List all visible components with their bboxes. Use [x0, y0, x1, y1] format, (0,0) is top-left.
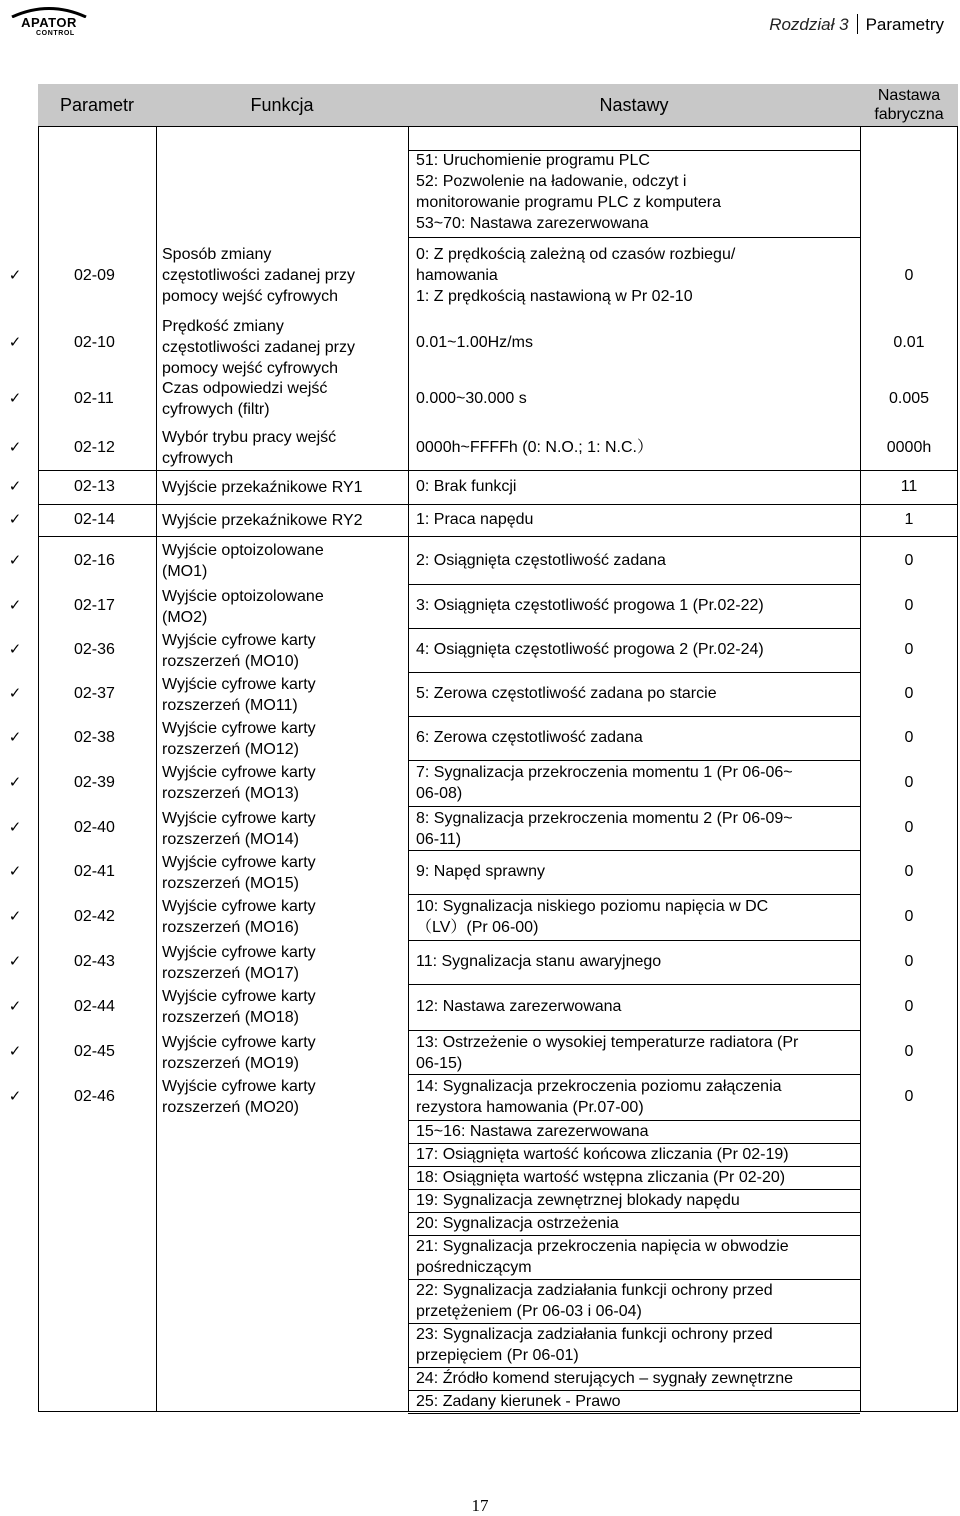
setting-option-line: 51: Uruchomienie programu PLC	[416, 152, 650, 169]
setting-line: 5: Zerowa częstotliwość zadana po starcie	[416, 685, 717, 702]
param-code: 02-14	[74, 511, 115, 528]
function-line: rozszerzeń (MO13)	[162, 785, 299, 802]
setting-line: 1: Z prędkością nastawioną w Pr 02-10	[416, 288, 693, 305]
edit-mark-icon: ✓	[8, 1043, 22, 1060]
function-line: rozszerzeń (MO11)	[162, 697, 298, 714]
setting-line: hamowania	[416, 267, 498, 284]
edit-mark-icon: ✓	[8, 819, 22, 836]
default-value: 0	[904, 908, 914, 925]
param-code: 02-09	[74, 266, 115, 284]
setting-line: 6: Zerowa częstotliwość zadana	[416, 729, 643, 746]
default-value: 0	[904, 266, 914, 284]
function-line: Wyjście cyfrowe karty	[162, 898, 316, 915]
setting-line: 06-08)	[416, 785, 463, 802]
param-code: 02-46	[74, 1088, 115, 1105]
grid-vline	[156, 126, 157, 1412]
edit-mark-icon: ✓	[8, 729, 22, 746]
setting-line: （LV）(Pr 06-00)	[416, 919, 539, 936]
extra-option-line: 21: Sygnalizacja przekroczenia napięcia w obwodzie	[416, 1238, 789, 1255]
grid-hline	[38, 470, 958, 471]
page-number: 17	[471, 1496, 489, 1515]
extra-option-line: przetężeniem (Pr 06-03 i 06-04)	[416, 1303, 642, 1320]
function-line: Wyjście cyfrowe karty	[162, 632, 316, 649]
setting-line: 13: Ostrzeżenie o wysokiej temperaturze radiatora (Pr	[416, 1034, 799, 1051]
setting-line: 8: Sygnalizacja przekroczenia momentu 2 (Pr 06-09~	[416, 810, 793, 827]
param-code: 02-13	[74, 478, 115, 495]
grid-hline	[408, 850, 860, 851]
extra-option-line: 17: Osiągnięta wartość końcowa zliczania (Pr 02-19)	[416, 1146, 789, 1163]
edit-mark-icon: ✓	[8, 998, 22, 1015]
default-value: 0000h	[886, 439, 932, 456]
extra-option-line: 24: Źródło komend sterujących – sygnały zewnętrzne	[416, 1370, 794, 1387]
function-line: rozszerzeń (MO12)	[162, 741, 299, 758]
extra-option-line: 15~16: Nastawa zarezerwowana	[416, 1123, 649, 1140]
grid-hline	[408, 672, 860, 673]
default-value: 0	[904, 597, 914, 614]
param-code: 02-38	[74, 729, 115, 746]
param-code: 02-12	[74, 439, 115, 456]
function-line: rozszerzeń (MO17)	[162, 965, 299, 982]
edit-mark-icon: ✓	[8, 334, 22, 351]
chapter-divider	[857, 14, 858, 34]
function-line: Wyjście cyfrowe karty	[162, 676, 316, 693]
param-code: 02-10	[74, 334, 115, 351]
param-code: 02-45	[74, 1043, 115, 1060]
header-nastawa-line2: fabryczna	[874, 106, 944, 123]
function-line: rozszerzeń (MO18)	[162, 1009, 299, 1026]
header-parametr: Parametr	[59, 94, 135, 115]
default-value: 0	[904, 774, 914, 791]
param-code: 02-37	[74, 685, 115, 702]
setting-line: 06-15)	[416, 1055, 463, 1072]
logo-sub: CONTROL	[36, 30, 75, 37]
setting-line: 0.000~30.000 s	[416, 390, 527, 407]
default-value: 0	[904, 819, 914, 836]
edit-mark-icon: ✓	[8, 478, 22, 495]
edit-mark-icon: ✓	[8, 774, 22, 791]
edit-mark-icon: ✓	[8, 552, 22, 569]
function-line: Wyjście cyfrowe karty	[162, 944, 316, 961]
logo-name: APATOR	[21, 15, 77, 30]
edit-mark-icon: ✓	[8, 511, 22, 528]
grid-hline	[38, 504, 958, 505]
grid-hline	[38, 536, 958, 537]
setting-line: 12: Nastawa zarezerwowana	[416, 998, 622, 1015]
param-code: 02-42	[74, 908, 115, 925]
grid-hline	[408, 1413, 860, 1414]
default-value: 0	[904, 729, 914, 746]
function-line: pomocy wejść cyfrowych	[162, 360, 339, 377]
function-line: Wyjście cyfrowe karty	[162, 988, 316, 1005]
extra-option-line: 20: Sygnalizacja ostrzeżenia	[416, 1215, 619, 1232]
extra-option-line: pośredniczącym	[416, 1259, 532, 1276]
function-line: (MO2)	[162, 609, 208, 626]
default-value: 0	[904, 1088, 914, 1105]
function-line: Wyjście optoizolowane	[162, 588, 324, 605]
extra-option-line: 22: Sygnalizacja zadziałania funkcji ochrony przed	[416, 1282, 773, 1299]
edit-mark-icon: ✓	[8, 390, 22, 407]
edit-mark-icon: ✓	[8, 266, 22, 284]
param-code: 02-40	[74, 819, 115, 836]
function-line: Wyjście przekaźnikowe RY1	[162, 479, 363, 496]
grid-hline	[408, 628, 860, 629]
function-line: rozszerzeń (MO20)	[162, 1099, 299, 1116]
setting-line: 2: Osiągnięta częstotliwość zadana	[416, 552, 666, 569]
grid-vline	[408, 126, 409, 1412]
grid-hline	[408, 806, 860, 807]
default-value: 0.01	[893, 334, 925, 351]
setting-line: 3: Osiągnięta częstotliwość progowa 1 (Pr.02-22)	[416, 597, 764, 614]
header-nastawa-line1: Nastawa	[877, 87, 941, 104]
setting-line: 10: Sygnalizacja niskiego poziomu napięcia w DC	[416, 898, 769, 915]
setting-line: rezystora hamowania (Pr.07-00)	[416, 1099, 644, 1116]
header-nastawa-fabryczna	[860, 84, 958, 126]
function-line: rozszerzeń (MO10)	[162, 653, 299, 670]
setting-line: 7: Sygnalizacja przekroczenia momentu 1 (Pr 06-06~	[416, 764, 793, 781]
edit-mark-icon: ✓	[8, 863, 22, 880]
chapter-title: Parametry	[865, 15, 944, 34]
extra-option-line: 25: Zadany kierunek - Prawo	[416, 1393, 621, 1410]
grid-hline	[408, 940, 860, 941]
param-code: 02-16	[74, 552, 115, 569]
setting-line: 1: Praca napędu	[416, 511, 534, 528]
param-code: 02-39	[74, 774, 115, 791]
function-line: (MO1)	[162, 563, 208, 580]
function-line: częstotliwości zadanej przy	[162, 267, 355, 284]
header-funkcja: Funkcja	[250, 94, 314, 115]
function-line: Wyjście cyfrowe karty	[162, 1078, 316, 1095]
parameter-table	[8, 84, 958, 1412]
function-line: rozszerzeń (MO19)	[162, 1055, 299, 1072]
grid-hline	[408, 1030, 860, 1031]
param-code: 02-43	[74, 953, 115, 970]
default-value: 0	[904, 998, 914, 1015]
default-value: 0	[904, 953, 914, 970]
grid-hline	[408, 237, 860, 238]
function-line: cyfrowych	[162, 450, 234, 467]
function-line: Wyjście cyfrowe karty	[162, 810, 316, 827]
chapter-header	[769, 14, 944, 35]
param-code: 02-44	[74, 998, 115, 1015]
default-value: 1	[904, 511, 914, 528]
setting-line: 14: Sygnalizacja przekroczenia poziomu załączenia	[416, 1078, 782, 1095]
function-line: pomocy wejść cyfrowych	[162, 288, 339, 305]
setting-line: 0000h~FFFFh (0: N.O.; 1: N.C.）	[416, 439, 653, 456]
grid-hline	[408, 1074, 860, 1075]
grid-hline	[408, 716, 860, 717]
function-line: rozszerzeń (MO14)	[162, 831, 299, 848]
extra-option-line: 23: Sygnalizacja zadziałania funkcji ochrony przed	[416, 1326, 773, 1343]
edit-mark-icon: ✓	[8, 685, 22, 702]
setting-line: 0: Brak funkcji	[416, 478, 517, 495]
function-line: cyfrowych (filtr)	[162, 401, 270, 418]
edit-mark-icon: ✓	[8, 1088, 22, 1105]
edit-mark-icon: ✓	[8, 439, 22, 456]
setting-option-line: 53~70: Nastawa zarezerwowana	[416, 215, 649, 232]
setting-option-line: 52: Pozwolenie na ładowanie, odczyt i	[416, 173, 687, 190]
param-code: 02-36	[74, 641, 115, 658]
param-code: 02-41	[74, 863, 115, 880]
function-line: Sposób zmiany	[162, 246, 272, 263]
grid-hline	[408, 760, 860, 761]
edit-mark-icon: ✓	[8, 641, 22, 658]
function-line: Prędkość zmiany	[162, 318, 284, 335]
function-line: rozszerzeń (MO15)	[162, 875, 299, 892]
edit-mark-icon: ✓	[8, 953, 22, 970]
setting-line: 0: Z prędkością zależną od czasów rozbiegu/	[416, 246, 736, 263]
function-line: częstotliwości zadanej przy	[162, 339, 355, 356]
setting-line: 4: Osiągnięta częstotliwość progowa 2 (Pr.02-24)	[416, 641, 764, 658]
setting-option-line: monitorowanie programu PLC z komputera	[416, 194, 722, 211]
grid-hline	[408, 984, 860, 985]
edit-mark-icon: ✓	[8, 908, 22, 925]
default-value: 0	[904, 552, 914, 569]
default-value: 0	[904, 641, 914, 658]
function-line: Wyjście przekaźnikowe RY2	[162, 512, 363, 529]
extra-option-line: przepięciem (Pr 06-01)	[416, 1347, 579, 1364]
function-line: Wyjście cyfrowe karty	[162, 854, 316, 871]
table-header	[38, 84, 958, 126]
header-nastawy: Nastawy	[599, 94, 669, 115]
function-line: Wyjście cyfrowe karty	[162, 1034, 316, 1051]
setting-line: 06-11)	[416, 831, 462, 848]
setting-line: 9: Napęd sprawny	[416, 863, 545, 880]
function-line: Wyjście cyfrowe karty	[162, 764, 316, 781]
extra-option-line: 18: Osiągnięta wartość wstępna zliczania (Pr 02-20)	[416, 1169, 786, 1186]
grid-vline	[860, 126, 861, 1412]
function-line: rozszerzeń (MO16)	[162, 919, 299, 936]
chapter-label: Rozdział 3	[769, 15, 849, 34]
function-line: Wyjście optoizolowane	[162, 542, 324, 559]
default-value: 11	[900, 478, 918, 495]
default-value: 0	[904, 685, 914, 702]
edit-mark-icon: ✓	[8, 597, 22, 614]
default-value: 0	[904, 863, 914, 880]
grid-hline	[408, 894, 860, 895]
function-line: Wybór trybu pracy wejść	[162, 429, 337, 446]
param-code: 02-17	[74, 597, 115, 614]
setting-line: 0.01~1.00Hz/ms	[416, 334, 533, 351]
extra-option-line: 19: Sygnalizacja zewnętrznej blokady napędu	[416, 1192, 740, 1209]
apator-logo	[8, 4, 90, 40]
grid-hline	[408, 584, 860, 585]
default-value: 0	[904, 1043, 914, 1060]
function-line: Czas odpowiedzi wejść	[162, 380, 328, 397]
setting-line: 11: Sygnalizacja stanu awaryjnego	[416, 953, 662, 970]
default-value: 0.005	[888, 390, 930, 407]
function-line: Wyjście cyfrowe karty	[162, 720, 316, 737]
param-code: 02-11	[74, 390, 114, 407]
